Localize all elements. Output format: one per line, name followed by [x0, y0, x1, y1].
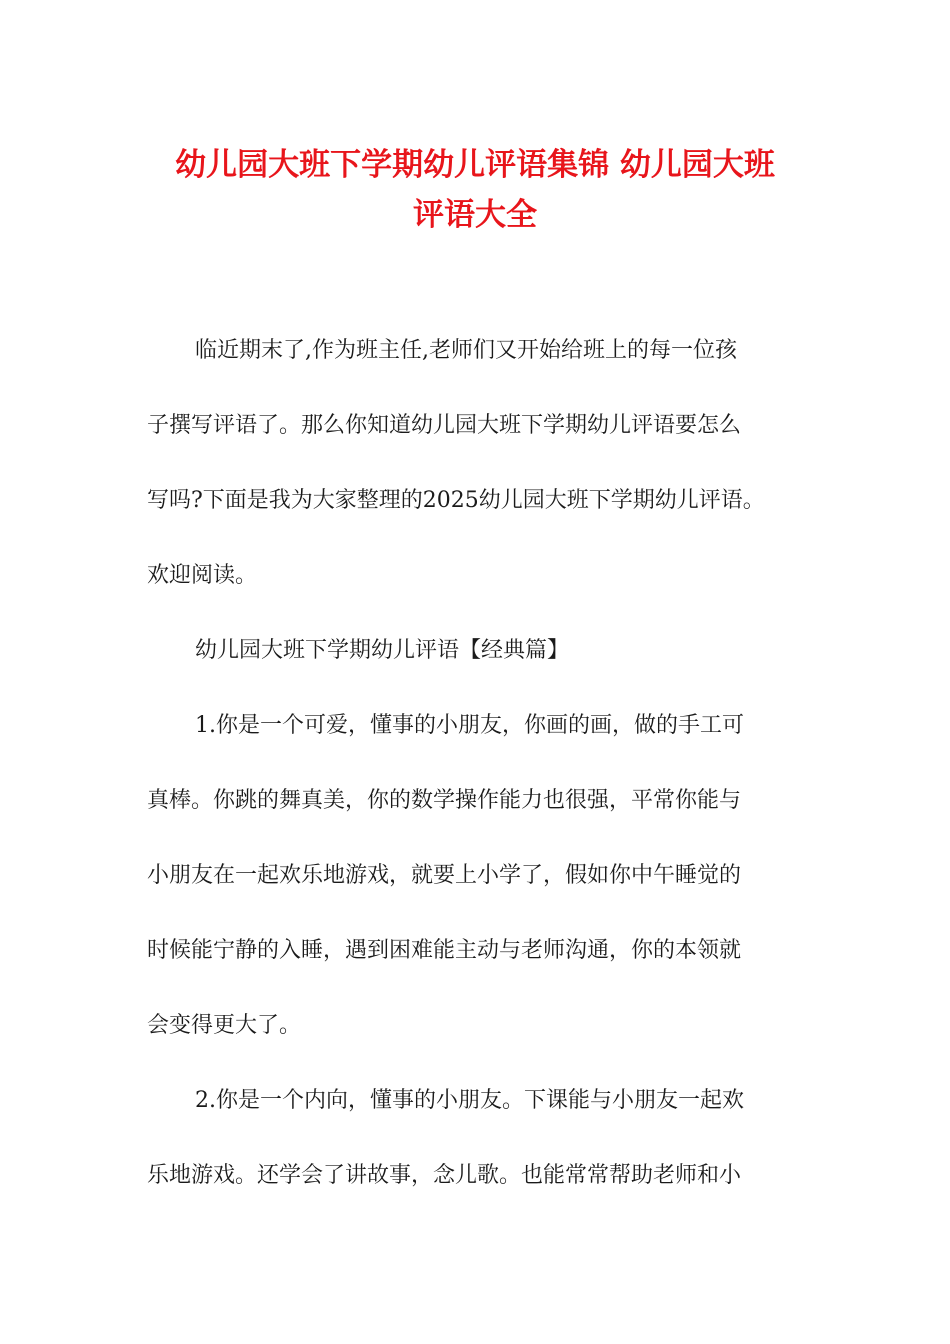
comment-2-line-2: 乐地游戏。还学会了讲故事，念儿歌。也能常常帮助老师和小	[147, 1163, 742, 1188]
paragraph-intro-line-2: 子撰写评语了。那么你知道幼儿园大班下学期幼儿评语要怎么	[147, 413, 742, 438]
title-line-1: 幼儿园大班下学期幼儿评语集锦 幼儿园大班	[175, 147, 775, 183]
comment-1-line-5: 会变得更大了。	[147, 1013, 302, 1038]
comment-1-line-2: 真棒。你跳的舞真美，你的数学操作能力也很强，平常你能与	[147, 788, 742, 813]
title-line-2: 评语大全	[413, 197, 537, 233]
comment-1-line-1: 1.你是一个可爱，懂事的小朋友，你画的画，做的手工可	[195, 713, 744, 738]
document-title	[100, 140, 850, 240]
section-heading: 幼儿园大班下学期幼儿评语【经典篇】	[195, 638, 570, 663]
paragraph-intro-line-3: 写吗?下面是我为大家整理的2025幼儿园大班下学期幼儿评语。	[147, 488, 765, 513]
comment-1-line-4: 时候能宁静的入睡，遇到困难能主动与老师沟通，你的本领就	[147, 938, 742, 963]
paragraph-intro-line-1: 临近期末了,作为班主任,老师们又开始给班上的每一位孩	[195, 338, 737, 363]
paragraph-intro-line-4: 欢迎阅读。	[147, 563, 258, 588]
comment-1-line-3: 小朋友在一起欢乐地游戏，就要上小学了，假如你中午睡觉的	[147, 863, 742, 888]
comment-2-line-1: 2.你是一个内向，懂事的小朋友。下课能与小朋友一起欢	[195, 1088, 744, 1113]
